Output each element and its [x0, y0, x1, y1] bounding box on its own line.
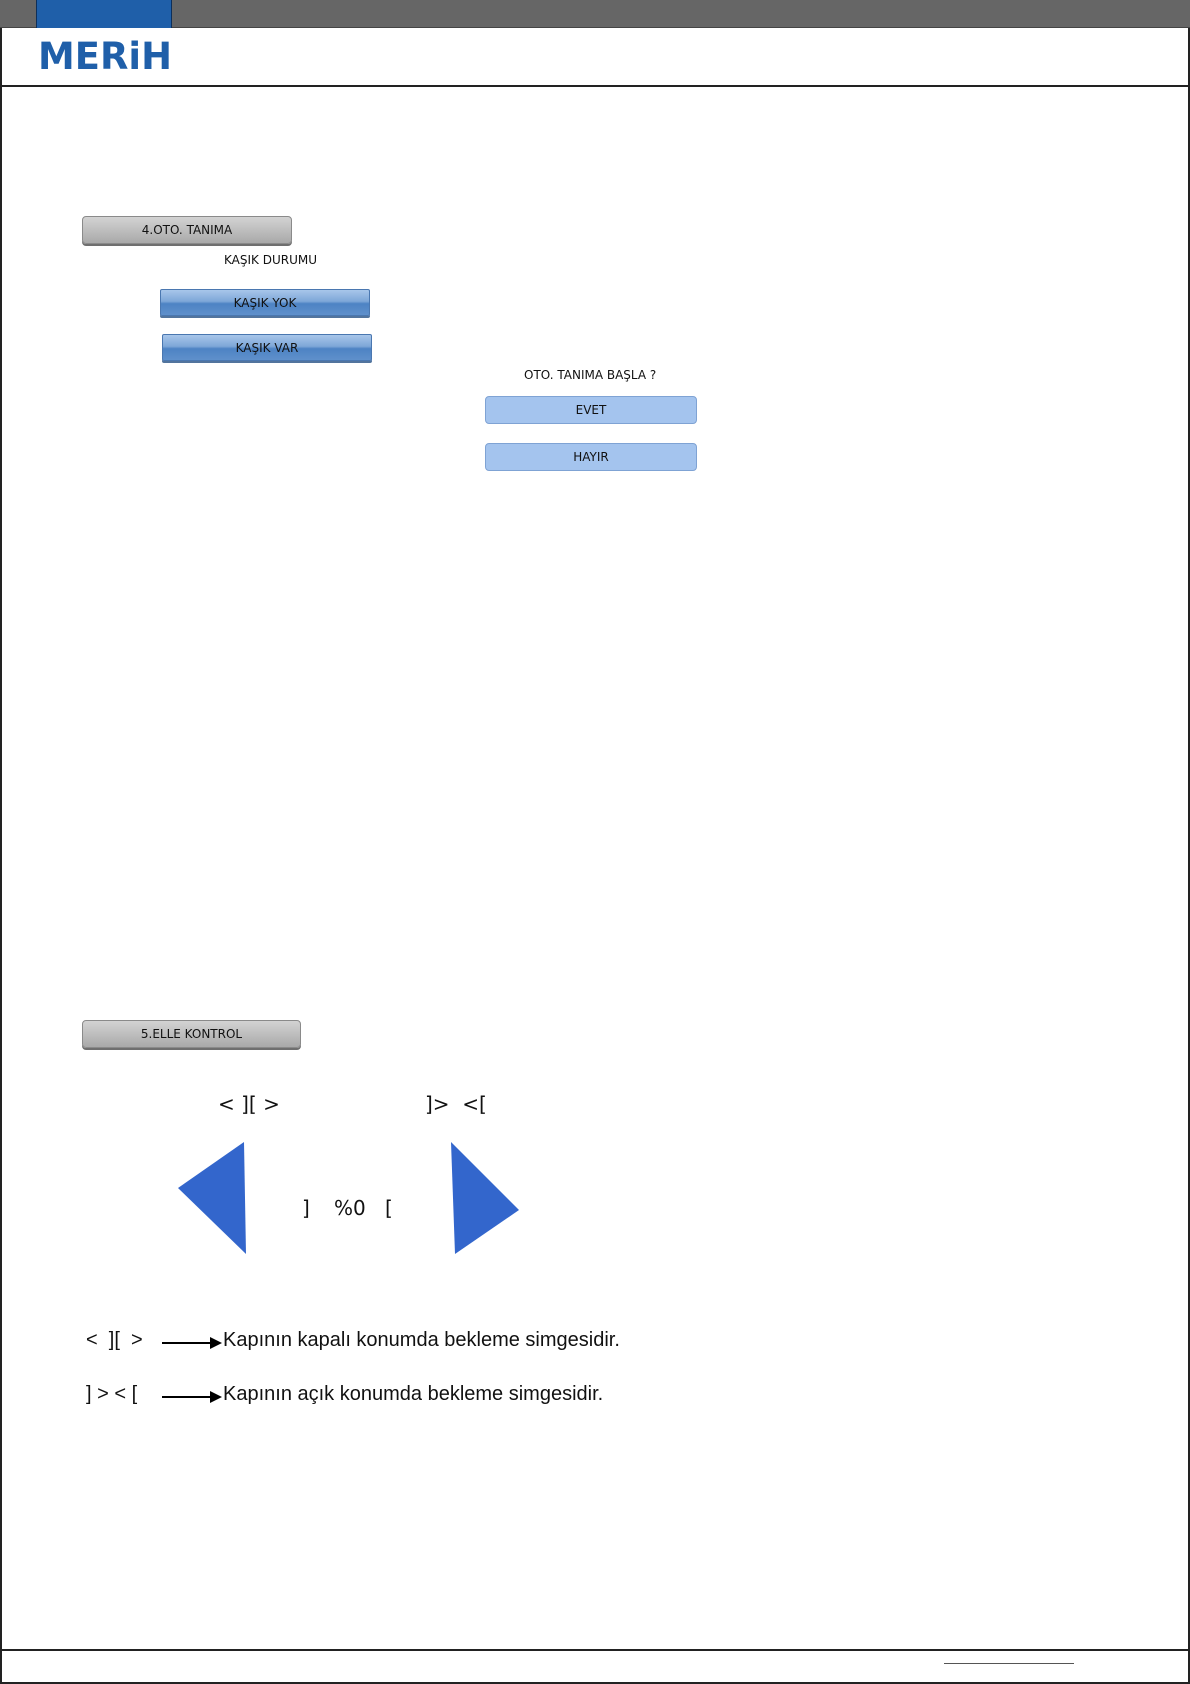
- percent-right-bracket: [: [385, 1196, 393, 1220]
- merih-logo: [36, 36, 176, 76]
- section-5-title: 5.ELLE KONTROL: [82, 1020, 301, 1048]
- closed-symbol: < ][ >: [218, 1092, 280, 1116]
- triangle-right-icon[interactable]: [451, 1140, 521, 1256]
- triangle-left-icon[interactable]: [178, 1140, 248, 1256]
- oto-tanima-question: OTO. TANIMA BAŞLA ?: [524, 368, 657, 382]
- top-bar: [0, 0, 1190, 28]
- arrow-right-icon: [162, 1390, 222, 1404]
- open-symbol: ]> <[: [425, 1092, 487, 1116]
- kasik-durumu-label: KAŞIK DURUMU: [224, 253, 317, 267]
- header-divider: [0, 85, 1190, 87]
- percent-value: %0: [334, 1196, 366, 1220]
- top-bar-tab: [36, 0, 172, 28]
- legend-open-text: Kapının açık konumda bekleme simgesidir.: [223, 1383, 604, 1405]
- yes-button[interactable]: EVET: [485, 396, 697, 424]
- footer-divider: [0, 1649, 1190, 1651]
- legend-open-symbol: ] > < [: [86, 1383, 138, 1405]
- footer-mark: [944, 1663, 1074, 1664]
- legend-closed-symbol: < ][ >: [86, 1329, 143, 1351]
- legend-closed-text: Kapının kapalı konumda bekleme simgesidir.: [223, 1329, 620, 1351]
- kasik-var-button[interactable]: KAŞIK VAR: [162, 334, 372, 361]
- percent-left-bracket: ]: [302, 1196, 310, 1220]
- kasik-yok-button[interactable]: KAŞIK YOK: [160, 289, 370, 316]
- section-4-title: 4.OTO. TANIMA: [82, 216, 292, 244]
- arrow-right-icon: [162, 1336, 222, 1350]
- no-button[interactable]: HAYIR: [485, 443, 697, 471]
- svg-text:MERiH: MERiH: [38, 36, 172, 76]
- page-frame: [0, 28, 1190, 1684]
